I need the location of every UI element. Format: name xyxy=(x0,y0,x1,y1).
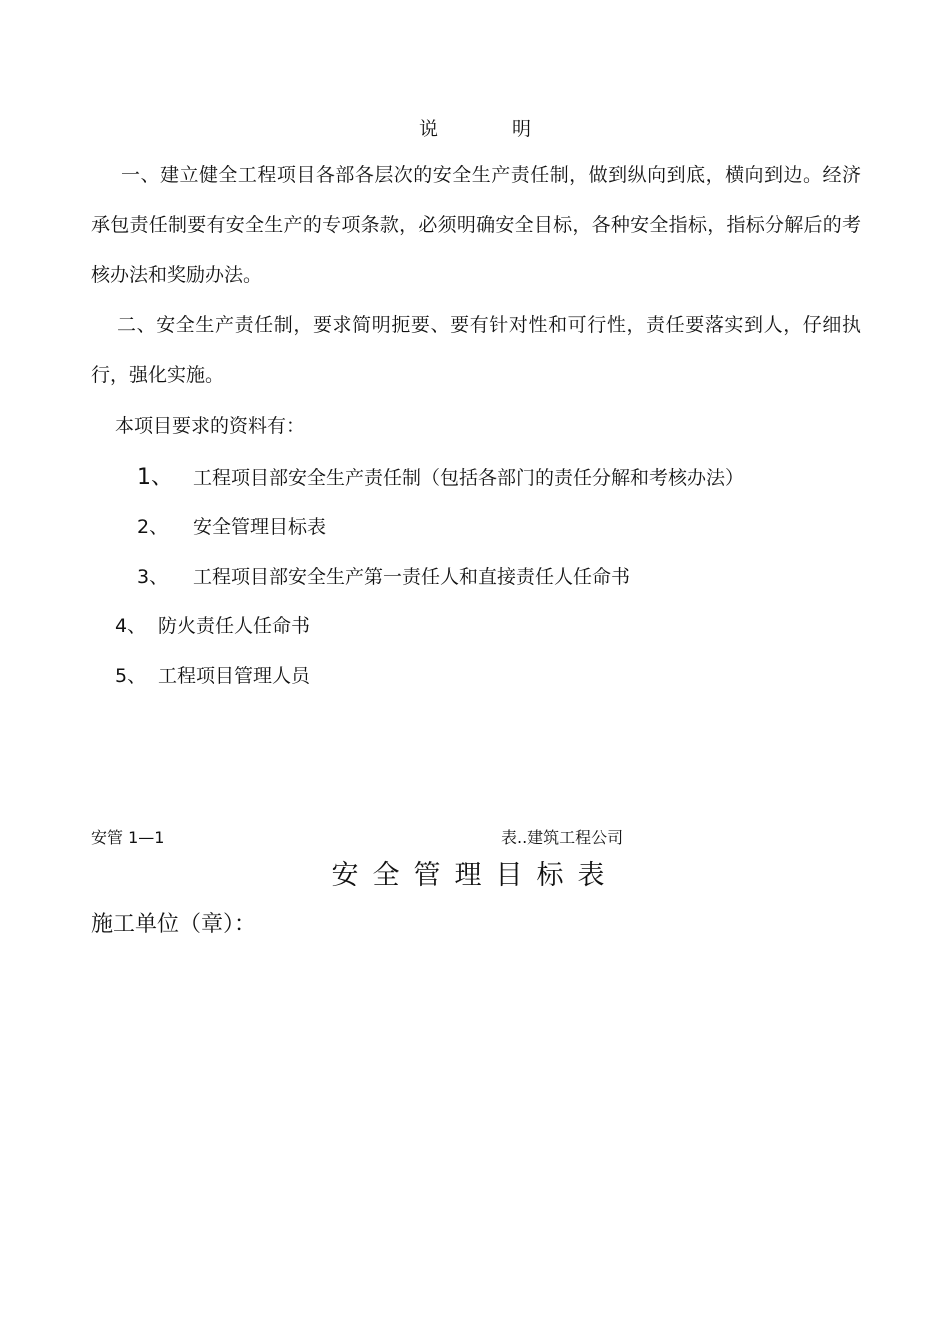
construction-unit-label: 施工单位（章）： xyxy=(91,912,257,937)
list-item-number: 4、 xyxy=(115,615,147,637)
list-item-number: 1、 xyxy=(137,465,173,490)
form-company: 表..建筑工程公司 xyxy=(501,828,624,847)
notes-paragraph-2: 二、安全生产责任制，要求简明扼要、要有针对性和可行性，责任要落实到人，仔细执行，强化实施。 xyxy=(91,314,861,386)
list-item-text: 工程项目部安全生产第一责任人和直接责任人任命书 xyxy=(193,566,631,588)
form-code: 安管 1—1 xyxy=(91,828,165,847)
list-item xyxy=(137,460,744,491)
list-item-text: 工程项目部安全生产责任制（包括各部门的责任分解和考核办法） xyxy=(193,467,745,489)
list-item xyxy=(137,512,326,539)
requirements-intro: 本项目要求的资料有： xyxy=(115,415,306,437)
list-item-text: 工程项目管理人员 xyxy=(158,665,311,687)
list-item-text: 防火责任人任命书 xyxy=(158,615,311,637)
list-item xyxy=(115,661,310,688)
list-item xyxy=(115,611,310,638)
form-title: 安全管理目标表 xyxy=(331,860,619,891)
notes-title xyxy=(0,114,950,141)
notes-paragraph-1: 一、建立健全工程项目各部各层次的安全生产责任制，做到纵向到底，横向到边。经济承包责任制要有安全生产的专项条款，必须明确安全目标，各种安全指标，指标分解后的考核办法和奖励办法。 xyxy=(91,164,861,286)
notes-title-right: 明 xyxy=(512,118,532,140)
list-item-number: 5、 xyxy=(115,665,147,687)
list-item-text: 安全管理目标表 xyxy=(193,516,327,538)
notes-title-left: 说 xyxy=(418,118,438,140)
list-item-number: 3、 xyxy=(137,566,169,588)
list-item-number: 2、 xyxy=(137,516,169,538)
list-item xyxy=(137,562,630,589)
